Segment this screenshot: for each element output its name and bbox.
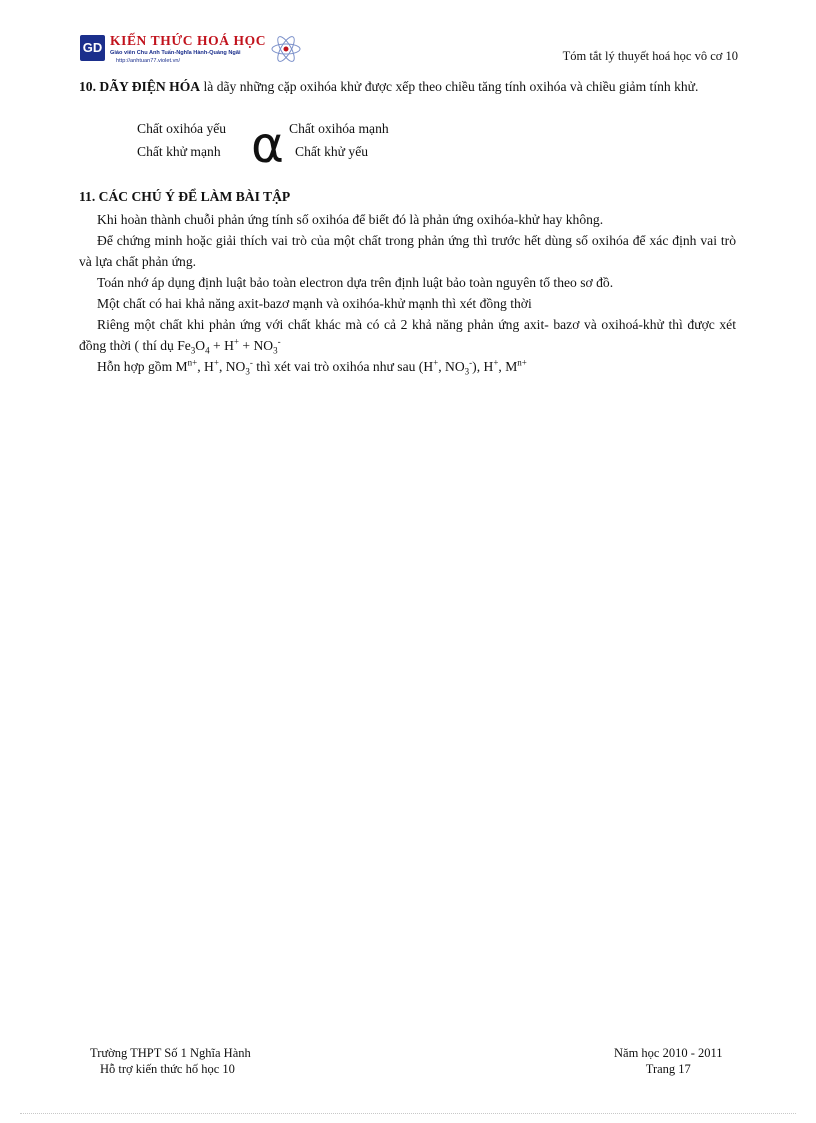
section-11-body <box>79 209 736 377</box>
footer-school-year: Năm học 2010 - 2011 <box>614 1046 723 1060</box>
note-paragraph-6: Hỗn hợp gồm $M^{n+}$, H+, $NO_3^-$ thì xét vai trò oxihóa như sau (H+, $NO_3^-$), H+, $M^{n+}$ <box>97 357 527 377</box>
note-paragraph-5: Riêng một chất khi phản ứng với chất khác mà có cả 2 khả năng phản ứng axit- bazơ và oxihoá-khử thì được xét đồng thời ( thí dụ $Fe_3O_4 + H^+ + NO_3^-$ <box>79 317 736 356</box>
section-10 <box>79 76 736 97</box>
section-10-text: là dãy những cặp oxihóa khử được xếp theo chiều tăng tính oxihóa và chiều giảm tính khử. <box>200 79 699 94</box>
strong-reductant-label: Chất khử mạnh <box>137 144 221 159</box>
logo-url: http://anhtuan77.violet.vn/ <box>116 58 181 64</box>
header-document-title: Tóm tắt lý thuyết hoá học vô cơ 10 <box>562 49 738 63</box>
atom-icon <box>270 33 302 65</box>
note-paragraph-1: Khi hoàn thành chuỗi phản ứng tính số oxihóa để biết đó là phản ứng oxihóa-khử hay không. <box>97 212 604 227</box>
logo-mark: GD <box>80 35 105 61</box>
footer-left <box>90 1045 251 1077</box>
strong-oxidant-label: Chất oxihóa mạnh <box>289 121 389 136</box>
logo-subtitle: Giáo viên Chu Anh Tuấn-Nghĩa Hành-Quảng Ngãi <box>110 50 241 56</box>
header-logo <box>80 33 302 69</box>
alpha-symbol: α <box>251 116 284 174</box>
footer-subject: Hỗ trợ kiến thức hố học 10 <box>100 1062 235 1076</box>
weak-oxidant-label: Chất oxihóa yếu <box>137 121 227 136</box>
electrochemical-series-diagram <box>137 116 437 174</box>
footer-dotted-rule <box>20 1113 796 1114</box>
footer-school: Trường THPT Số 1 Nghĩa Hành <box>90 1046 251 1060</box>
formula-fe3o4: $Fe_3O_4$ <box>177 338 210 356</box>
logo-title: KIẾN THỨC HOÁ HỌC <box>110 33 267 48</box>
note-paragraph-2: Để chứng minh hoặc giải thích vai trò của một chất trong phản ứng thì trước hết dùng số oxihóa để xác định vai trò và lựa chất phản ứng. <box>79 233 736 269</box>
note-paragraph-3: Toán nhớ áp dụng định luật bảo toàn electron dựa trên định luật bảo toàn nguyên tố theo sơ đồ. <box>97 275 614 290</box>
section-10-number: 10. <box>79 79 100 94</box>
note-paragraph-4: Một chất có hai khả năng axit-bazơ mạnh và oxihóa-khử mạnh thì xét đồng thời <box>97 296 532 311</box>
section-10-heading: DÃY ĐIỆN HÓA <box>99 79 201 94</box>
footer-page-number: Trang 17 <box>645 1062 691 1076</box>
footer-right <box>614 1045 723 1077</box>
section-11-heading: 11. CÁC CHÚ Ý ĐỂ LÀM BÀI TẬP <box>79 189 291 204</box>
weak-reductant-label: Chất khử yếu <box>295 144 369 159</box>
